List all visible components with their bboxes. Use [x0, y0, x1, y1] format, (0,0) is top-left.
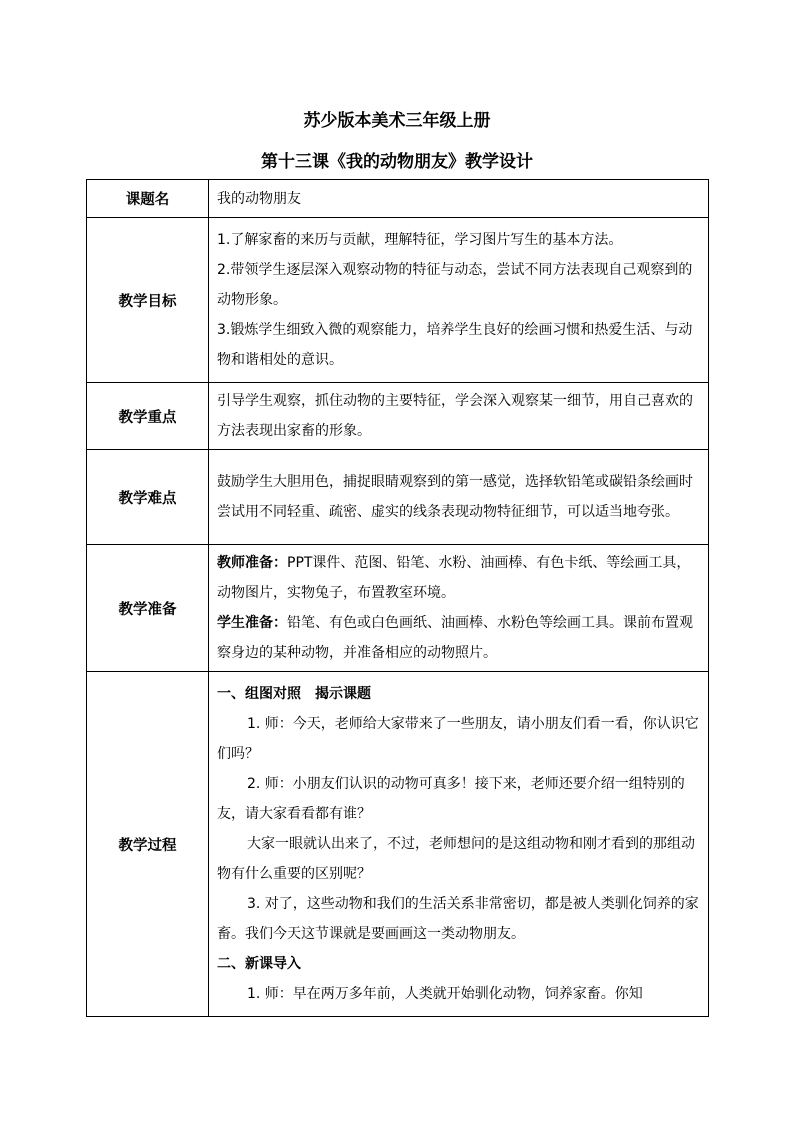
value-key: 引导学生观察，抓住动物的主要特征，学会深入观察某一细节，用自己喜欢的方法表现出家畜的形象。 — [209, 383, 709, 450]
label-prep: 教学准备 — [87, 545, 209, 672]
value-topic: 我的动物朋友 — [209, 180, 709, 218]
table-row-key — [87, 383, 709, 450]
student-prep-label: 学生准备： — [217, 615, 287, 631]
process-paragraph-3: 大家一眼就认出来了，不过，老师想问的是这组动物和刚才看到的那组动物有什么重要的区别呢？ — [217, 836, 695, 882]
table-row-process — [87, 672, 709, 1017]
label-topic: 课题名 — [87, 180, 209, 218]
value-prep — [209, 545, 709, 672]
document-title: 苏少版本美术三年级上册 — [303, 111, 491, 131]
goal-item-2: 2.带领学生逐层深入观察动物的特征与动态，尝试不同方法表现自己观察到的动物形象。 — [217, 262, 693, 308]
process-heading-1: 一、组图对照 揭示课题 — [217, 686, 371, 702]
lesson-plan-table — [86, 179, 709, 1017]
value-difficulty: 鼓励学生大胆用色，捕捉眼睛观察到的第一感觉，选择软铅笔或碳铅条绘画时尝试用不同轻重、疏密、虚实的线条表现动物特征细节，可以适当地夸张。 — [209, 450, 709, 545]
student-prep — [217, 608, 700, 668]
teacher-prep-label: 教师准备： — [217, 555, 287, 571]
process-paragraph-1: 1. 师：今天，老师给大家带来了一些朋友，请小朋友们看一看，你认识它们吗？ — [217, 716, 699, 762]
label-key: 教学重点 — [87, 383, 209, 450]
process-heading-2: 二、新课导入 — [217, 956, 301, 972]
process-paragraph-2: 2. 师：小朋友们认识的动物可真多！接下来，老师还要介绍一组特别的友，请大家看看都有谁？ — [217, 776, 685, 822]
student-prep-text: 铅笔、有色或白色画纸、油画棒、水粉色等绘画工具。课前布置观察身边的某种动物，并准备相应的动物照片。 — [217, 615, 693, 661]
process-paragraph-4: 3. 对了，这些动物和我们的生活关系非常密切，都是被人类驯化饲养的家畜。我们今天这节课就是要画画这一类动物朋友。 — [217, 896, 699, 942]
table-row-goals — [87, 218, 709, 383]
value-process — [209, 672, 709, 1017]
goal-item-3: 3.锻炼学生细致入微的观察能力，培养学生良好的绘画习惯和热爱生活、与动物和谐相处的意识。 — [217, 322, 693, 368]
teacher-prep — [217, 548, 700, 608]
table-row-prep — [87, 545, 709, 672]
process-paragraph-5: 1. 师：早在两万多年前，人类就开始驯化动物，饲养家畜。你知 — [247, 986, 643, 1002]
teacher-prep-text: PPT课件、范图、铅笔、水粉、油画棒、有色卡纸、等绘画工具，动物图片，实物兔子，布置教室环境。 — [217, 555, 691, 601]
value-goals — [209, 218, 709, 383]
label-difficulty: 教学难点 — [87, 450, 209, 545]
goal-item-1: 1.了解家畜的来历与贡献，理解特征，学习图片写生的基本方法。 — [217, 232, 623, 248]
lesson-title: 第十三课《我的动物朋友》教学设计 — [261, 152, 533, 172]
label-process: 教学过程 — [87, 672, 209, 1017]
table-row-difficulty — [87, 450, 709, 545]
table-row-topic — [87, 180, 709, 218]
label-goals: 教学目标 — [87, 218, 209, 383]
